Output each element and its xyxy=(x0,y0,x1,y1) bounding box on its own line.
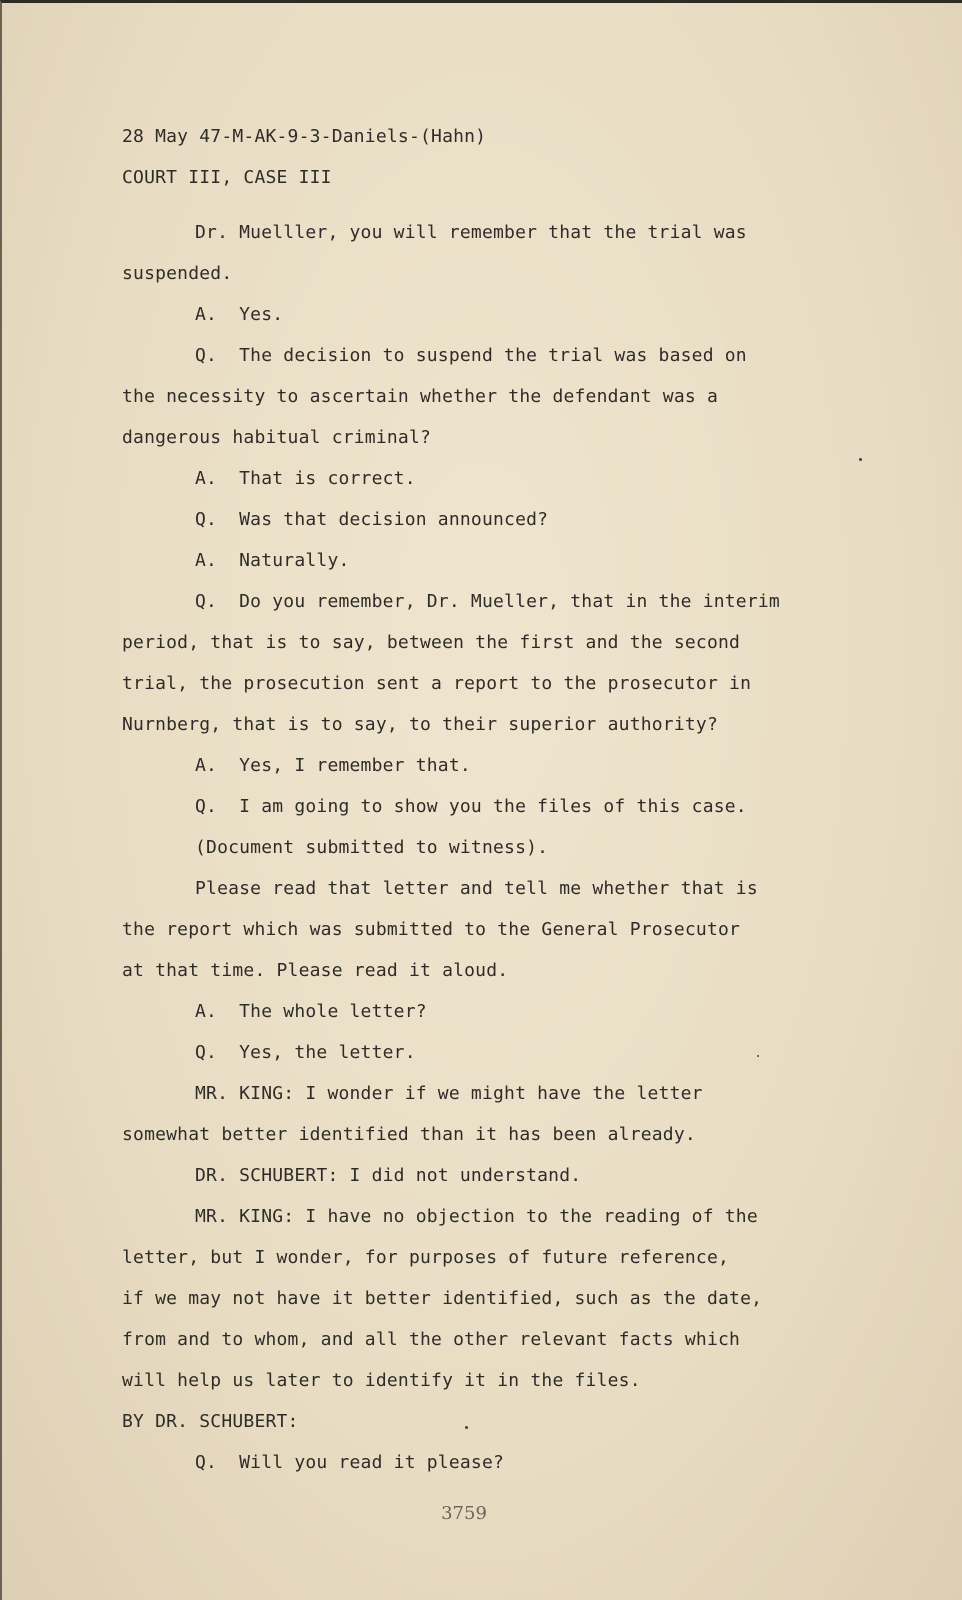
transcript-line: at that time. Please read it aloud. xyxy=(122,960,509,981)
transcript-line: Nurnberg, that is to say, to their superior authority? xyxy=(122,714,718,735)
transcript-line: Q. Will you read it please? xyxy=(195,1452,505,1473)
document-header xyxy=(122,116,486,198)
transcript-line: Q. Was that decision announced? xyxy=(195,509,549,530)
transcript-line: A. That is correct. xyxy=(195,468,416,489)
transcript-line: Dr. Muelller, you will remember that the trial was xyxy=(195,222,747,243)
paper-speck xyxy=(757,1055,759,1057)
transcript-body xyxy=(122,212,852,1483)
transcript-line: Q. Yes, the letter. xyxy=(195,1042,416,1063)
transcript-line: (Document submitted to witness). xyxy=(195,837,549,858)
transcript-line: MR. KING: I wonder if we might have the letter xyxy=(195,1083,703,1104)
paper-speck xyxy=(465,1426,468,1429)
transcript-line: somewhat better identified than it has been already. xyxy=(122,1124,696,1145)
transcript-line: period, that is to say, between the first and the second xyxy=(122,632,741,653)
transcript-line: A. Yes. xyxy=(195,304,284,325)
transcript-line: the report which was submitted to the General Prosecutor xyxy=(122,919,741,940)
transcript-line: trial, the prosecution sent a report to the prosecutor in xyxy=(122,673,752,694)
transcript-line: Q. The decision to suspend the trial was based on xyxy=(195,345,747,366)
court-case-title: COURT III, CASE III xyxy=(122,167,332,188)
transcript-line: DR. SCHUBERT: I did not understand. xyxy=(195,1165,582,1186)
paper-speck xyxy=(859,458,862,461)
transcript-line: suspended. xyxy=(122,263,233,284)
transcript-line: Please read that letter and tell me whether that is xyxy=(195,878,758,899)
transcript-line: letter, but I wonder, for purposes of future reference, xyxy=(122,1247,730,1268)
transcript-line: if we may not have it better identified, such as the date, xyxy=(122,1288,763,1309)
transcript-line: Q. Do you remember, Dr. Mueller, that in the interim xyxy=(195,591,780,612)
case-reference: 28 May 47-M-AK-9-3-Daniels-(Hahn) xyxy=(122,126,487,147)
transcript-line: from and to whom, and all the other relevant facts which xyxy=(122,1329,741,1350)
transcript-line: BY DR. SCHUBERT: xyxy=(122,1411,299,1432)
transcript-line: A. Naturally. xyxy=(195,550,350,571)
transcript-line: Q. I am going to show you the files of this case. xyxy=(195,796,747,817)
transcript-line: dangerous habitual criminal? xyxy=(122,427,432,448)
page-number: 3759 xyxy=(441,1503,487,1524)
transcript-line: the necessity to ascertain whether the defendant was a xyxy=(122,386,718,407)
transcript-line: A. The whole letter? xyxy=(195,1001,427,1022)
transcript-line: MR. KING: I have no objection to the reading of the xyxy=(195,1206,758,1227)
transcript-line: A. Yes, I remember that. xyxy=(195,755,471,776)
transcript-line: will help us later to identify it in the files. xyxy=(122,1370,641,1391)
